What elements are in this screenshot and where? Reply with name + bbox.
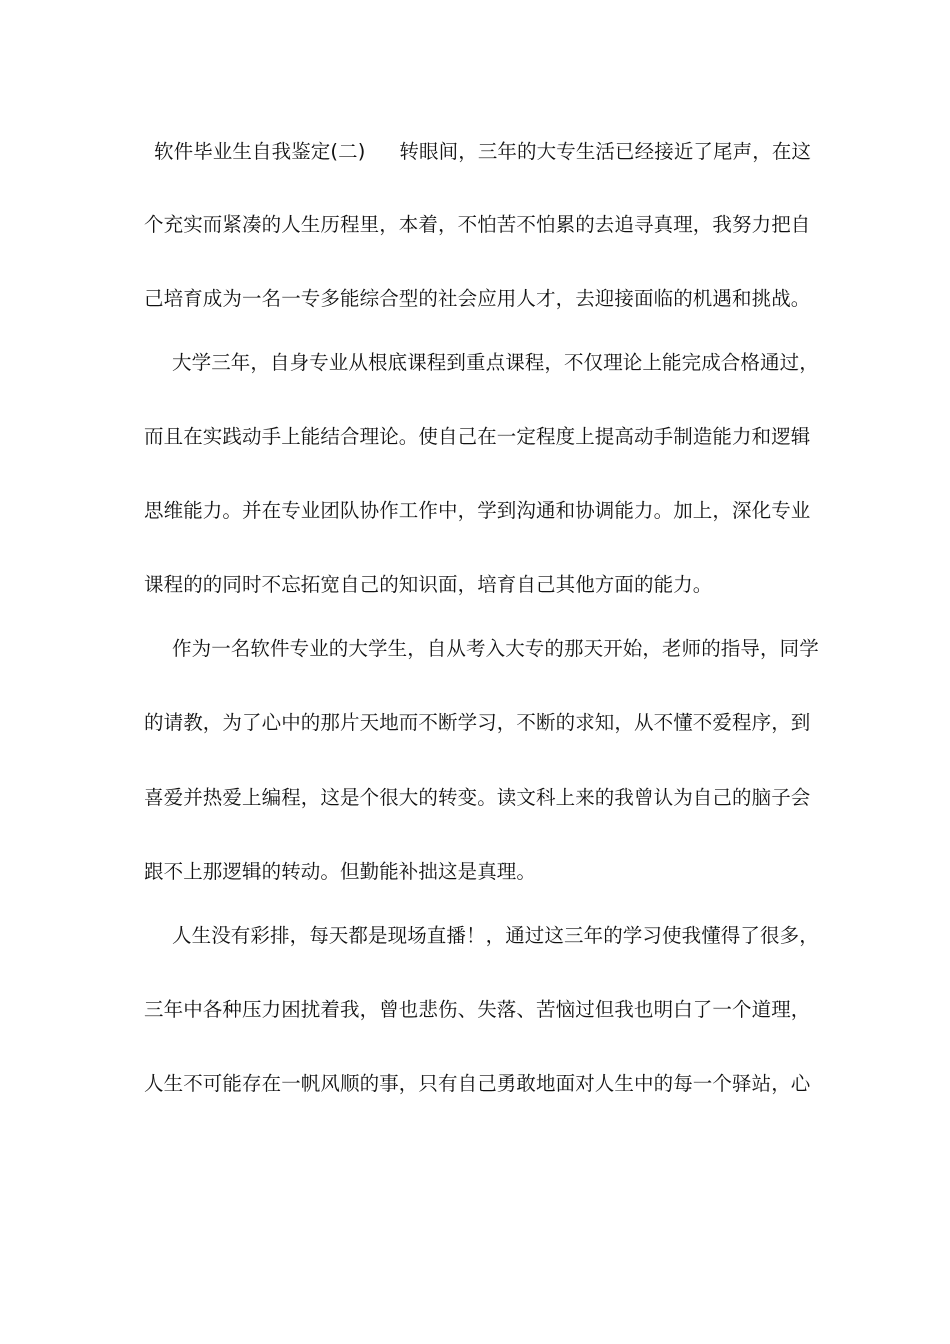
paragraph-line-12: 人生没有彩排，每天都是现场直播！，通过这三年的学习使我懂得了很多，: [172, 924, 819, 947]
document-title: 软件毕业生自我鉴定(二): [154, 140, 366, 163]
line-text: 转眼间，三年的大专生活已经接近了尾声，在这: [399, 140, 812, 163]
paragraph-line-6: 思维能力。并在专业团队协作工作中，学到沟通和协调能力。加上，深化专业: [144, 499, 811, 522]
paragraph-line-2: 个充实而紧凑的人生历程里，本着，不怕苦不怕累的去追寻真理，我努力把自: [144, 213, 811, 236]
paragraph-line-14: 人生不可能存在一帆风顺的事，只有自己勇敢地面对人生中的每一个驿站，心: [144, 1072, 811, 1095]
paragraph-line-9: 的请教，为了心中的那片天地而不断学习，不断的求知，从不懂不爱程序，到: [144, 711, 811, 734]
paragraph-line-4: 大学三年，自身专业从根底课程到重点课程，不仅理论上能完成合格通过，: [172, 351, 819, 374]
paragraph-line-5: 而且在实践动手上能结合理论。使自己在一定程度上提高动手制造能力和逻辑: [144, 425, 811, 448]
paragraph-line-11: 跟不上那逻辑的转动。但勤能补拙这是真理。: [144, 860, 537, 883]
paragraph-line-3: 己培育成为一名一专多能综合型的社会应用人才，去迎接面临的机遇和挑战。: [144, 287, 811, 310]
paragraph-line-1: [154, 138, 834, 166]
paragraph-line-8: 作为一名软件专业的大学生，自从考入大专的那天开始，老师的指导，同学: [172, 637, 819, 660]
paragraph-line-10: 喜爱并热爱上编程，这是个很大的转变。读文科上来的我曾认为自己的脑子会: [144, 786, 811, 809]
paragraph-line-13: 三年中各种压力困扰着我，曾也悲伤、失落、苦恼过但我也明白了一个道理，: [144, 998, 811, 1021]
paragraph-line-7: 课程的的同时不忘拓宽自己的知识面，培育自己其他方面的能力。: [144, 573, 713, 596]
